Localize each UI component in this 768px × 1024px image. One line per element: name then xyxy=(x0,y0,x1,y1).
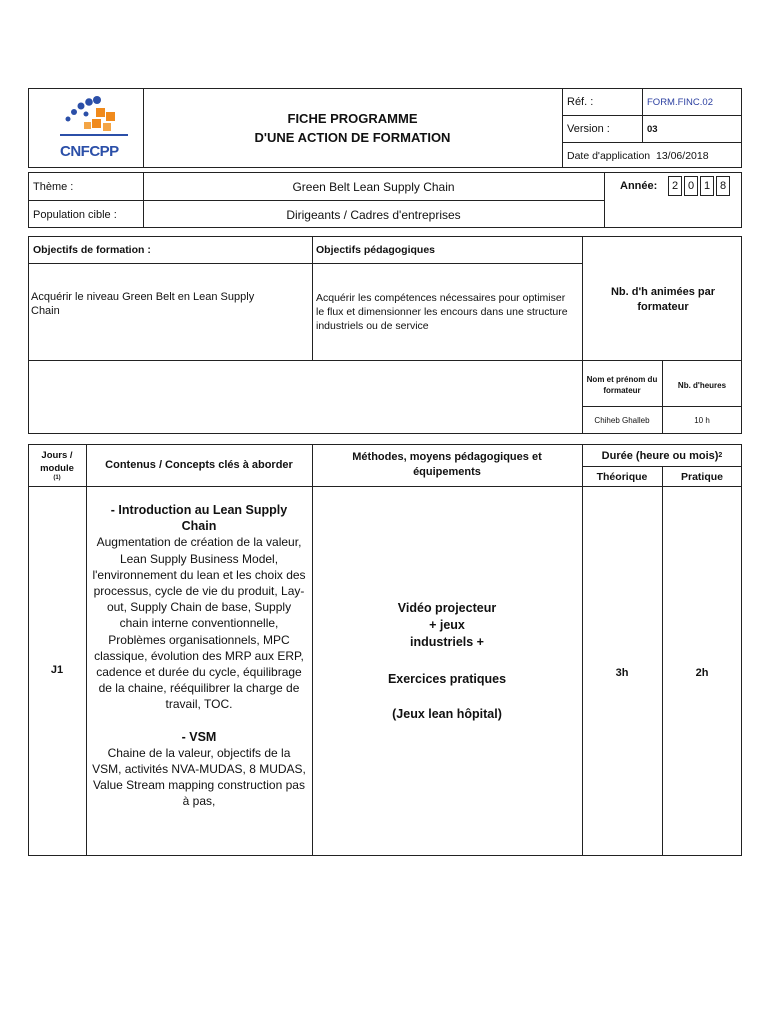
row-methodes xyxy=(316,600,578,730)
formateur-nom-value: Chiheb Ghalleb xyxy=(594,415,650,425)
contenu-text-introduction: Augmentation de création de la valeur, Lean Supply Business Model, l'environnement du lean et les choix des processus, cycle de vie du produit, Lay-out, Supply Chain de base, Supply chain interne conventionnelle, Problèmes organisationnels, MPC classique, évolution des MRP aux ERP, cadence et durée du cycle, équilibrage de la chaine, rééquilibrer la charge de travail, TOC. xyxy=(92,535,306,712)
contenu-title-introduction: - Introduction au Lean Supply Chain xyxy=(110,503,288,534)
year-boxes xyxy=(666,172,742,200)
col-header-contenus: Contenus / Concepts clés à aborder xyxy=(105,459,293,471)
theme-label: Thème : xyxy=(33,180,74,193)
methode-line: (Jeux lean hôpital) xyxy=(392,707,502,721)
date-application xyxy=(563,143,741,168)
theme-value: Green Belt Lean Supply Chain xyxy=(292,179,455,194)
annee-label: Année: xyxy=(620,180,658,192)
version-label: Version : xyxy=(567,123,610,135)
row-contenus xyxy=(92,502,306,847)
year-digit: 1 xyxy=(700,176,714,196)
form-title-line2: D'UNE ACTION DE FORMATION xyxy=(254,130,451,145)
objectifs-pedagogiques-label: Objectifs pédagogiques xyxy=(316,244,436,256)
col-header-jours-text: Jours / module xyxy=(40,450,74,474)
row-jour: J1 xyxy=(50,664,64,676)
methode-line: industriels + xyxy=(410,635,484,649)
objectifs-formation-value: Acquérir le niveau Green Belt en Lean Supply Chain xyxy=(31,291,255,317)
form-title-line1: FICHE PROGRAMME xyxy=(287,111,418,126)
date-value: 13/06/2018 xyxy=(656,149,709,162)
col-header-methodes: Méthodes, moyens pédagogiques et équipements xyxy=(352,451,542,478)
col-header-duree xyxy=(583,445,741,466)
objectifs-formation-label: Objectifs de formation : xyxy=(33,244,151,256)
nb-heures-label: Nb. d'h animées par formateur xyxy=(610,286,716,313)
year-digit: 0 xyxy=(684,176,698,196)
formateur-heures-value: 10 h xyxy=(694,415,710,425)
form-title xyxy=(143,106,562,150)
formateur-nom-label: Nom et prénom du formateur xyxy=(586,375,658,395)
contenu-text-vsm: Chaine de la valeur, objectifs de la VSM, activités NVA-MUDAS, 8 MUDAS, Value Stream mapping construction pas à pas, xyxy=(92,745,306,809)
col-header-theorique: Théorique xyxy=(596,470,648,483)
year-digit: 2 xyxy=(668,176,682,196)
population-value: Dirigeants / Cadres d'entreprises xyxy=(286,207,461,222)
col-header-duree-text: Durée (heure ou mois) xyxy=(601,449,719,462)
org-name: CNFCPP xyxy=(60,143,119,160)
year-digit: 8 xyxy=(716,176,730,196)
col-header-jours-note: (1) xyxy=(53,475,61,481)
population-label: Population cible : xyxy=(33,208,117,221)
methode-line: Exercices pratiques xyxy=(387,672,507,686)
objectifs-pedagogiques-value: Acquérir les compétences nécessaires pour optimiser le flux et dimensionner les encours dans une structure industriels ou de service xyxy=(316,292,568,332)
date-label: Date d'application xyxy=(567,149,651,162)
row-duree-theorique: 3h xyxy=(615,667,629,679)
version-value: 03 xyxy=(647,123,658,135)
methode-line: Vidéo projecteur xyxy=(397,601,497,615)
methode-line: + jeux xyxy=(429,618,465,632)
contenu-title-vsm: - VSM xyxy=(181,729,217,744)
row-duree-pratique: 2h xyxy=(695,667,709,679)
col-header-pratique: Pratique xyxy=(680,470,723,483)
ref-value: FORM.FINC.02 xyxy=(647,96,713,108)
formateur-heures-label: Nb. d'heures xyxy=(677,380,727,390)
ref-label: Réf. : xyxy=(567,96,594,108)
col-header-jours xyxy=(29,446,85,484)
col-header-duree-note: 2 xyxy=(718,452,723,459)
